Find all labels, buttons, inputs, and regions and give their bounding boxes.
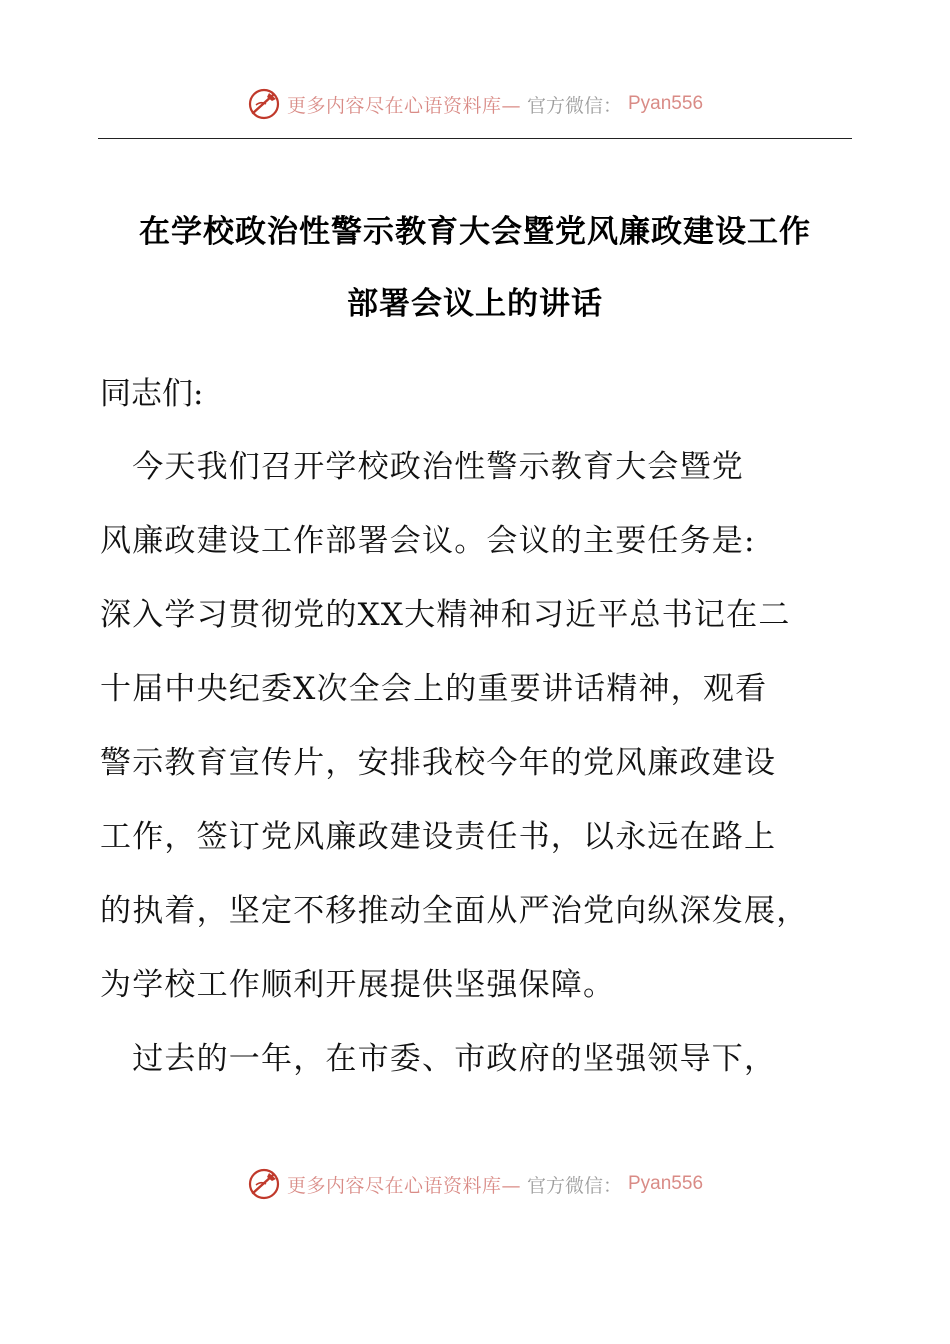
salutation: 同志们:: [100, 376, 204, 412]
pen-logo-icon: [247, 1167, 281, 1201]
text-line: 十届中央纪委X次全会上的重要讲话精神，观看: [100, 671, 768, 707]
text-line: 工作，签订党风廉政建设责任书，以永远在路上: [100, 819, 777, 855]
paragraph-1: [100, 430, 860, 1022]
watermark-wechat-label: 官方微信：: [526, 1174, 622, 1197]
text-line: 深入学习贯彻党的XX大精神和习近平总书记在二: [100, 597, 791, 633]
watermark-text: 更多内容尽在心语资料库—: [286, 94, 521, 117]
paragraph-2: [100, 1022, 860, 1096]
text-line: 风廉政建设工作部署会议。会议的主要任务是:: [100, 523, 756, 559]
text-line: 警示教育宣传片，安排我校今年的党风廉政建设: [100, 745, 777, 781]
watermark-text: 更多内容尽在心语资料库—: [286, 1174, 521, 1197]
watermark-wechat-label: 官方微信：: [526, 94, 622, 117]
title-line-1: 在学校政治性警示教育大会暨党风廉政建设工作: [139, 214, 811, 250]
header-watermark: [0, 82, 950, 126]
pen-logo-icon: [247, 87, 281, 121]
text-line: 为学校工作顺利开展提供坚强保障。: [100, 967, 616, 1003]
watermark-wechat-id: Pyan556: [628, 93, 704, 114]
watermark-wechat-id: Pyan556: [628, 1173, 704, 1194]
text-line: 的执着，坚定不移推动全面从严治党向纵深发展，: [100, 893, 809, 929]
text-line: 过去的一年，在市委、市政府的坚强领导下，: [100, 1041, 777, 1077]
footer-watermark: [0, 1162, 950, 1206]
header-divider: [98, 138, 852, 139]
title-line-2: 部署会议上的讲话: [347, 286, 603, 322]
text-line: 今天我们召开学校政治性警示教育大会暨党: [100, 449, 744, 485]
document-title: [98, 196, 852, 340]
